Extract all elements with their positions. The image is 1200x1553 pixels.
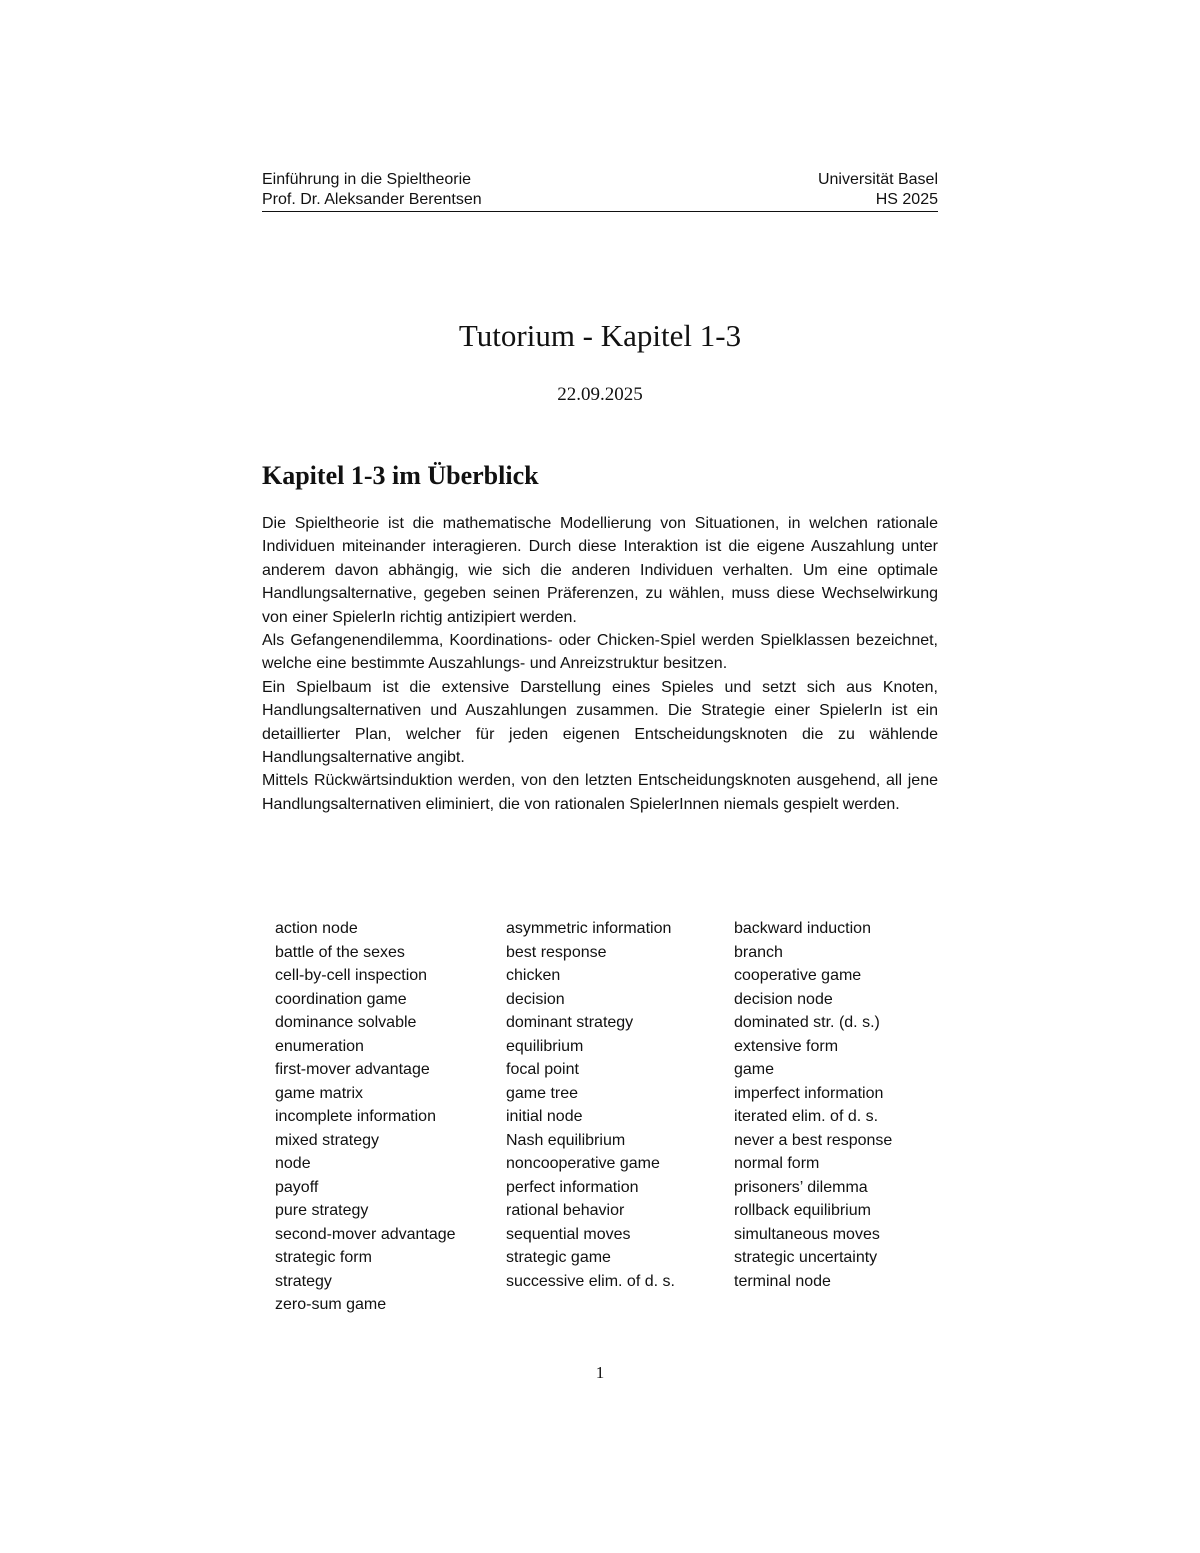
term: dominated str. (d. s.) [734, 1014, 880, 1031]
terms-row [275, 1223, 935, 1247]
term: terminal node [734, 1272, 831, 1290]
header-rule [262, 211, 938, 212]
term: noncooperative game [506, 1155, 660, 1172]
term: best response [506, 943, 607, 961]
header-lecturer: Prof. Dr. Aleksander Berentsen [262, 191, 482, 208]
terms-row [275, 1129, 935, 1153]
term: cell-by-cell inspection [275, 967, 428, 984]
terms-row [275, 1199, 935, 1223]
header-row-1 [262, 170, 938, 190]
term: mixed strategy [275, 1131, 380, 1149]
term: equilibrium [506, 1037, 584, 1055]
term: dominance solvable [275, 1014, 417, 1031]
term: rational behavior [506, 1202, 625, 1219]
term: node [275, 1155, 311, 1172]
terms-row [275, 1293, 935, 1317]
term: game matrix [275, 1084, 364, 1102]
header-row-2 [262, 190, 938, 210]
term: never a best response [734, 1131, 893, 1149]
term: iterated elim. of d. s. [734, 1108, 879, 1125]
term: rollback equilibrium [734, 1202, 871, 1219]
term: asymmetric information [506, 920, 672, 937]
term [506, 1293, 734, 1317]
terms-row [275, 941, 935, 965]
terms-row [275, 964, 935, 988]
terms-row [275, 1270, 935, 1294]
page-header [262, 170, 938, 210]
term: enumeration [275, 1037, 364, 1055]
terms-row [275, 1058, 935, 1082]
term: strategic game [506, 1249, 611, 1266]
term: normal form [734, 1155, 820, 1172]
term: decision node [734, 990, 833, 1008]
term: game [734, 1061, 775, 1078]
term: perfect information [506, 1178, 639, 1196]
term: backward induction [734, 920, 871, 937]
terms-row [275, 1082, 935, 1106]
term: chicken [506, 967, 561, 984]
document-date: 22.09.2025 [557, 384, 643, 405]
paragraph: Als Gefangenendilemma, Koordinations- oder Chicken-Spiel werden Spielklassen bezeichnet, welche eine bestimmte Auszahlungs- und Anreizstruktur besitzen. [262, 632, 938, 673]
term: initial node [506, 1108, 583, 1125]
term: battle of the sexes [275, 943, 405, 961]
term: zero-sum game [275, 1296, 387, 1313]
term: strategy [275, 1272, 332, 1290]
terms-row [275, 1246, 935, 1270]
terms-row [275, 917, 935, 941]
paragraph: Ein Spielbaum ist die extensive Darstellung eines Spieles und setzt sich aus Knoten, Handlungsalternativen und Auszahlungen zusammen. Die Strategie einer SpielerIn ist ein detaillierter Plan, welcher für jeden eigenen Entscheidungsknoten die zu wählende Handlungsalternative angibt. [262, 678, 938, 767]
terms-row [275, 1035, 935, 1059]
paragraph: Mittels Rückwärtsinduktion werden, von den letzten Entscheidungsknoten ausgehend, all jene Handlungsalternativen eliminiert, die von rationalen SpielerInnen niemals gespielt werden. [262, 772, 938, 813]
term: successive elim. of d. s. [506, 1272, 675, 1290]
term: second-mover advantage [275, 1225, 456, 1243]
term [734, 1293, 935, 1317]
term: strategic form [275, 1249, 372, 1266]
term: payoff [275, 1178, 319, 1196]
term: focal point [506, 1061, 579, 1078]
term: coordination game [275, 990, 407, 1008]
terms-row [275, 988, 935, 1012]
term: incomplete information [275, 1108, 436, 1125]
terms-row [275, 1011, 935, 1035]
term: dominant strategy [506, 1014, 634, 1031]
term: game tree [506, 1084, 579, 1102]
term: prisoners’ dilemma [734, 1178, 868, 1196]
term: pure strategy [275, 1202, 369, 1219]
section-heading: Kapitel 1-3 im Überblick [262, 461, 539, 490]
header-semester: HS 2025 [875, 191, 938, 208]
terms-list [275, 917, 935, 1317]
term: imperfect information [734, 1084, 884, 1102]
term: decision [506, 990, 565, 1008]
term: Nash equilibrium [506, 1131, 626, 1149]
term: extensive form [734, 1037, 839, 1055]
terms-row [275, 1176, 935, 1200]
header-university: Universität Basel [817, 171, 938, 188]
terms-row [275, 1105, 935, 1129]
header-course: Einführung in die Spieltheorie [262, 171, 472, 188]
terms-row [275, 1152, 935, 1176]
paragraph: Die Spieltheorie ist die mathematische Modellierung von Situationen, in welchen rationale Individuen miteinander interagieren. Durch diese Interaktion ist die eigene Auszahlung unter anderem davon abhängig, wie sich die anderen Individuen verhalten. Um eine optimale Handlungsalternative, gegeben seinen Präferenzen, zu wählen, muss diese Wechselwirkung von einer SpielerIn richtig antizipiert werden. [262, 515, 938, 626]
section-body [262, 512, 938, 816]
term: simultaneous moves [734, 1225, 880, 1243]
term: cooperative game [734, 967, 862, 984]
term: sequential moves [506, 1225, 631, 1243]
term: first-mover advantage [275, 1061, 430, 1078]
term: strategic uncertainty [734, 1249, 878, 1266]
document-page [262, 0, 938, 1553]
page-number: 1 [595, 1363, 605, 1382]
document-title: Tutorium - Kapitel 1-3 [458, 318, 742, 353]
term: branch [734, 943, 783, 961]
term: action node [275, 920, 358, 937]
